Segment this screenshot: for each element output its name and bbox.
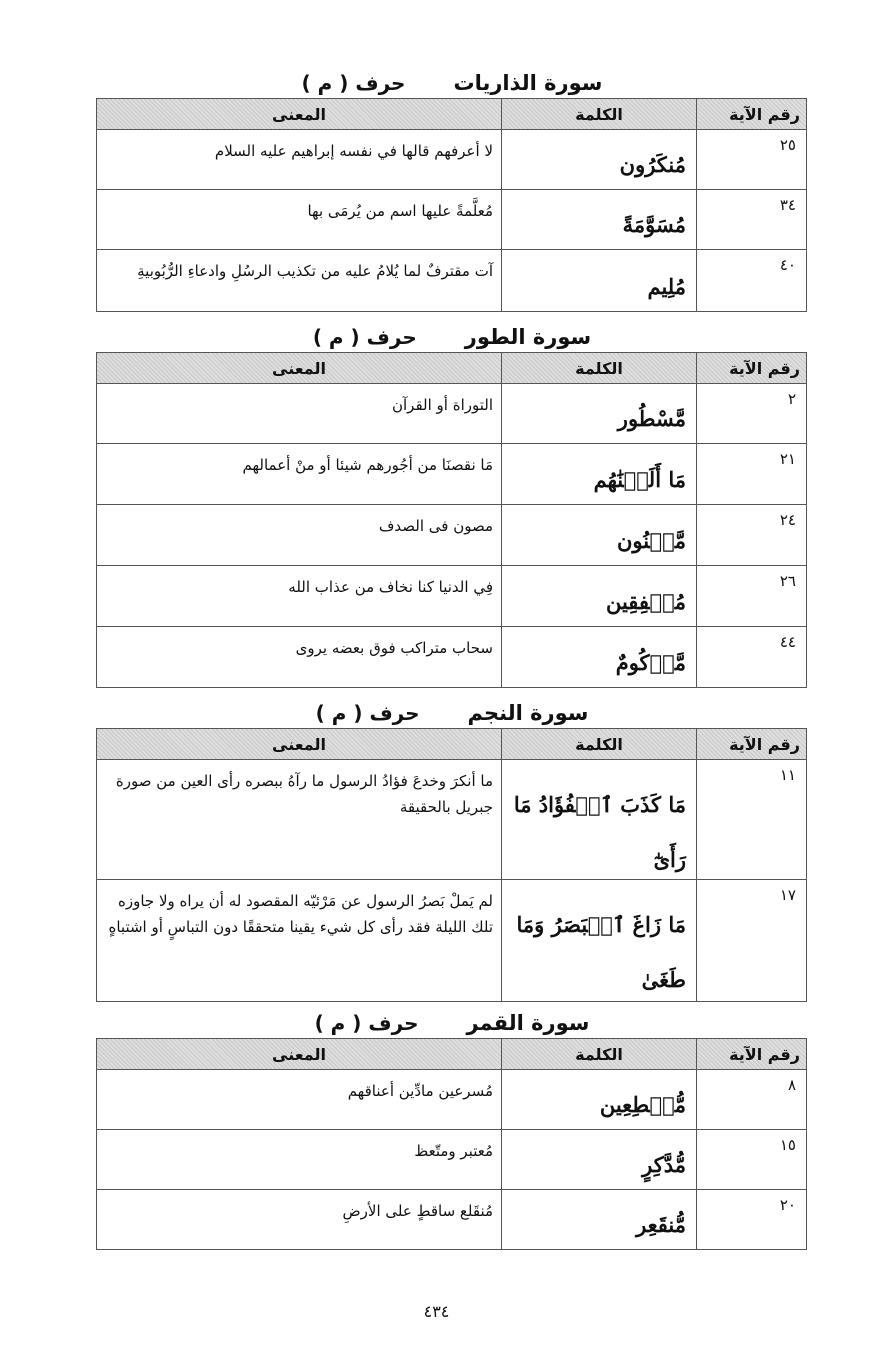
surah-name: سورة القمر — [466, 1011, 590, 1035]
meaning-cell: ما أنكرَ وخدعَ فؤادُ الرسول ما رآهُ ببصره رأى العين من صورة جبريل بالحقيقة — [97, 760, 502, 880]
meaning-cell: آت مقترفٌ لما يُلامُ عليه من تكذيب الرسُلِ وادعاءِ الرُّبُوبيةِ — [97, 250, 502, 312]
word-cell — [502, 627, 697, 688]
header-word: الكلمة — [502, 1039, 697, 1070]
quran-word: مُّهۡطِعِين — [599, 1092, 686, 1117]
table-row — [97, 190, 807, 250]
header-meaning: المعنى — [97, 99, 502, 130]
quran-word: مُسَوَّمَةً — [622, 212, 686, 237]
header-word: الكلمة — [502, 99, 697, 130]
meaning-cell: سحاب متراكب فوق بعضه يروى — [97, 627, 502, 688]
quran-word: مَّكۡنُون — [616, 528, 686, 553]
table-row — [97, 566, 807, 627]
letter-label: حرف ( م ) — [301, 71, 406, 95]
table-row — [97, 505, 807, 566]
header-ayah: رقم الآية — [697, 99, 807, 130]
word-cell — [502, 130, 697, 190]
table-row — [97, 1190, 807, 1250]
table-row — [97, 444, 807, 505]
header-ayah: رقم الآية — [697, 1039, 807, 1070]
table-row — [97, 627, 807, 688]
ayah-number: ٤٤ — [697, 627, 807, 688]
meaning-cell: مُعتبر ومتّعظ — [97, 1130, 502, 1190]
vocab-table — [96, 1038, 807, 1250]
word-cell — [502, 880, 697, 1002]
word-cell — [502, 1190, 697, 1250]
ayah-number: ٢ — [697, 384, 807, 444]
section-tur — [97, 322, 807, 688]
surah-name: سورة النجم — [467, 701, 589, 725]
ayah-number: ٣٤ — [697, 190, 807, 250]
word-cell — [502, 505, 697, 566]
quran-word: مُشۡفِقِين — [605, 589, 686, 614]
ayah-number: ١٥ — [697, 1130, 807, 1190]
meaning-cell: فِي الدنيا كنا نخاف من عذاب الله — [97, 566, 502, 627]
table-header-row — [97, 1039, 807, 1070]
word-cell — [502, 444, 697, 505]
section-title — [97, 698, 807, 728]
section-dhariyat — [97, 68, 807, 312]
vocab-table — [96, 352, 807, 688]
section-title — [97, 68, 807, 98]
word-cell — [502, 190, 697, 250]
quran-word: مُّدَّكِرٍ — [642, 1152, 686, 1177]
vocab-table — [96, 728, 807, 1002]
word-cell — [502, 384, 697, 444]
table-row — [97, 250, 807, 312]
section-najm — [97, 698, 807, 1002]
header-ayah: رقم الآية — [697, 729, 807, 760]
surah-name: سورة الطور — [464, 325, 592, 349]
table-header-row — [97, 729, 807, 760]
meaning-cell: لا أعرفهم قالها في نفسه إبراهيم عليه السلام — [97, 130, 502, 190]
ayah-number: ١٧ — [697, 880, 807, 1002]
ayah-number: ١١ — [697, 760, 807, 880]
ayah-number: ٢١ — [697, 444, 807, 505]
meaning-cell: مصون فى الصدف — [97, 505, 502, 566]
vocab-table — [96, 98, 807, 312]
ayah-number: ٨ — [697, 1070, 807, 1130]
header-meaning: المعنى — [97, 729, 502, 760]
meaning-cell: مَا نقصنَا من أجُورهم شيئا أو منْ أعمالهم — [97, 444, 502, 505]
ayah-number: ٢٦ — [697, 566, 807, 627]
table-row — [97, 760, 807, 880]
word-cell — [502, 760, 697, 880]
letter-label: حرف ( م ) — [312, 325, 417, 349]
meaning-cell: مُعلَّمةً عليها اسم من يُرمَى بها — [97, 190, 502, 250]
table-header-row — [97, 99, 807, 130]
section-title — [97, 1008, 807, 1038]
section-qamar — [97, 1008, 807, 1250]
table-header-row — [97, 353, 807, 384]
ayah-number: ٢٠ — [697, 1190, 807, 1250]
ayah-number: ٢٤ — [697, 505, 807, 566]
letter-label: حرف ( م ) — [315, 701, 420, 725]
table-row — [97, 130, 807, 190]
table-row — [97, 1070, 807, 1130]
quran-word: مَّرۡكُومٌ — [615, 650, 686, 675]
table-row — [97, 1130, 807, 1190]
word-cell — [502, 1130, 697, 1190]
section-title — [97, 322, 807, 352]
word-cell — [502, 250, 697, 312]
meaning-cell: مُنقَلع ساقطٍ على الأرضِ — [97, 1190, 502, 1250]
table-row — [97, 384, 807, 444]
table-row — [97, 880, 807, 1002]
quran-word: مَا أَلَتۡنَٰهُم — [593, 467, 686, 492]
letter-label: حرف ( م ) — [314, 1011, 419, 1035]
quran-word: مُلِيم — [647, 274, 686, 299]
header-meaning: المعنى — [97, 1039, 502, 1070]
header-word: الكلمة — [502, 353, 697, 384]
header-ayah: رقم الآية — [697, 353, 807, 384]
header-word: الكلمة — [502, 729, 697, 760]
quran-word: مُنكَرُون — [619, 152, 686, 177]
word-cell — [502, 566, 697, 627]
surah-name: سورة الذاريات — [453, 71, 603, 95]
quran-word: مَا كَذَبَ ٱلۡفُؤَادُ مَا رَأَىٰٓ — [513, 792, 686, 872]
quran-word: مُّنقَعِر — [636, 1212, 686, 1237]
quran-word: مَّسْطُور — [617, 406, 686, 431]
ayah-number: ٤٠ — [697, 250, 807, 312]
ayah-number: ٢٥ — [697, 130, 807, 190]
word-cell — [502, 1070, 697, 1130]
meaning-cell: مُسرعين مادِّين أعناقهم — [97, 1070, 502, 1130]
quran-word: مَا زَاغَ ٱلۡبَصَرُ وَمَا طَغَىٰ — [516, 912, 686, 992]
header-meaning: المعنى — [97, 353, 502, 384]
meaning-cell: لم يَملْ بَصرُ الرسول عن مَرْئيّه المقصود له أن يراه ولا جاوزه تلك الليلة فقد رأى كل شيء يقينا متحققًا دون التباسٍ أو اشتباهٍ — [97, 880, 502, 1002]
page-number: ٤٣٤ — [423, 1302, 450, 1321]
meaning-cell: التوراة أو القرآن — [97, 384, 502, 444]
